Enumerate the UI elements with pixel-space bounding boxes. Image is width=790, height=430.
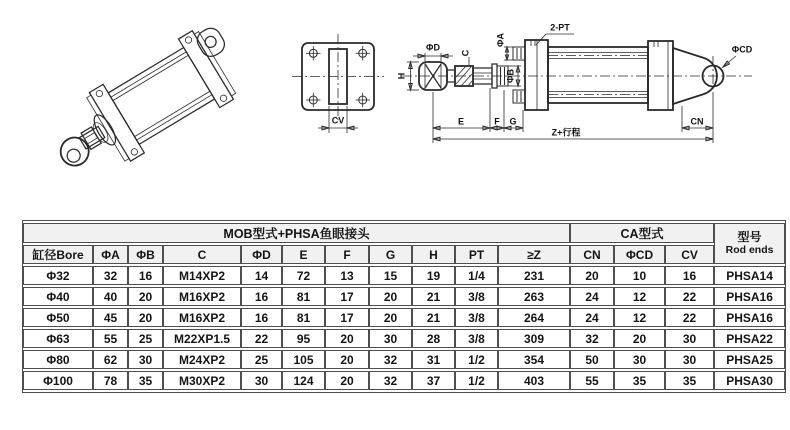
table-cell: 35 <box>128 371 163 390</box>
col-header-z: ≥Z <box>498 245 570 264</box>
table-cell: 32 <box>570 329 614 348</box>
table-cell: PHSA30 <box>714 371 785 390</box>
table-cell: 14 <box>241 266 282 285</box>
table-cell: 124 <box>282 371 325 390</box>
table-cell: 32 <box>369 371 412 390</box>
table-cell: 35 <box>665 371 714 390</box>
table-cell: 263 <box>498 287 570 306</box>
table-cell: 22 <box>665 308 714 327</box>
table-cell: 16 <box>241 308 282 327</box>
col-header-f: F <box>325 245 369 264</box>
col-header-bore: 缸径Bore <box>23 245 93 264</box>
table-cell: 40 <box>93 287 128 306</box>
table-cell: 10 <box>614 266 665 285</box>
spec-table-body <box>23 266 785 390</box>
table-cell: 30 <box>128 350 163 369</box>
table-cell: 95 <box>282 329 325 348</box>
table-cell: 403 <box>498 371 570 390</box>
table-row <box>23 371 785 390</box>
dim-label-phi-b: ΦB <box>505 69 516 83</box>
table-cell: 55 <box>93 329 128 348</box>
table-cell: 21 <box>412 308 455 327</box>
table-cell: 105 <box>282 350 325 369</box>
table-cell: 354 <box>498 350 570 369</box>
table-cell: 35 <box>614 371 665 390</box>
table-cell: 12 <box>614 287 665 306</box>
isometric-view <box>41 19 253 190</box>
col-header-cn: CN <box>570 245 614 264</box>
table-row <box>23 287 785 306</box>
dim-label-phi-d: ΦD <box>426 42 440 53</box>
table-row <box>23 329 785 348</box>
col-header-cd: ΦCD <box>614 245 665 264</box>
table-cell: 20 <box>369 287 412 306</box>
dim-label-2pt: 2-PT <box>550 22 570 33</box>
table-cell: 37 <box>412 371 455 390</box>
dim-label-g: G <box>509 116 517 127</box>
table-cell: 20 <box>614 329 665 348</box>
spec-table <box>23 221 785 392</box>
table-cell: 20 <box>369 308 412 327</box>
table-cell: 22 <box>665 287 714 306</box>
table-cell: 1/2 <box>455 350 498 369</box>
group-header-ca: CA型式 <box>570 223 714 243</box>
table-cell: 1/4 <box>455 266 498 285</box>
cylinder-tube <box>548 47 648 103</box>
table-cell: 231 <box>498 266 570 285</box>
table-cell: PHSA14 <box>714 266 785 285</box>
col-header-b: ΦB <box>128 245 163 264</box>
dim-label-cn: CN <box>690 116 704 127</box>
rear-head <box>648 41 673 110</box>
table-cell: Φ63 <box>23 329 93 348</box>
col-header-c: C <box>163 245 241 264</box>
table-cell: 24 <box>570 308 614 327</box>
table-cell: Φ100 <box>23 371 93 390</box>
table-cell: 16 <box>241 287 282 306</box>
table-cell: M22XP1.5 <box>163 329 241 348</box>
table-cell: M16XP2 <box>163 308 241 327</box>
spec-table-wrapper <box>22 220 786 393</box>
table-row <box>23 266 785 285</box>
table-cell: 20 <box>128 308 163 327</box>
table-cell: 3/8 <box>455 329 498 348</box>
table-cell: PHSA25 <box>714 350 785 369</box>
col-header-g: G <box>369 245 412 264</box>
dim-label-cv: CV <box>331 115 345 126</box>
table-cell: 30 <box>614 350 665 369</box>
table-cell: 13 <box>325 266 369 285</box>
table-cell: 28 <box>412 329 455 348</box>
table-cell: M14XP2 <box>163 266 241 285</box>
col-header-e: E <box>282 245 325 264</box>
table-cell: 12 <box>614 308 665 327</box>
table-cell: 1/2 <box>455 371 498 390</box>
table-cell: 19 <box>412 266 455 285</box>
table-cell: 20 <box>325 371 369 390</box>
table-cell: 15 <box>369 266 412 285</box>
rod-eye-iso <box>55 132 93 170</box>
dim-label-phi-cd: ΦCD <box>731 44 753 55</box>
table-cell: 81 <box>282 287 325 306</box>
table-cell: 3/8 <box>455 287 498 306</box>
table-cell: 50 <box>570 350 614 369</box>
piston-rod <box>447 57 508 88</box>
table-cell: M16XP2 <box>163 287 241 306</box>
table-cell: 309 <box>498 329 570 348</box>
dim-label-z-stroke: Z+行程 <box>551 127 581 138</box>
table-cell: 20 <box>570 266 614 285</box>
col-header-pt: PT <box>455 245 498 264</box>
table-cell: 17 <box>325 308 369 327</box>
table-cell: PHSA22 <box>714 329 785 348</box>
table-cell: 25 <box>128 329 163 348</box>
table-cell: 62 <box>93 350 128 369</box>
table-cell: 25 <box>241 350 282 369</box>
table-cell: 72 <box>282 266 325 285</box>
table-cell: 32 <box>93 266 128 285</box>
table-row <box>23 308 785 327</box>
table-cell: 30 <box>369 329 412 348</box>
table-cell: 17 <box>325 287 369 306</box>
table-cell: 78 <box>93 371 128 390</box>
table-cell: Φ32 <box>23 266 93 285</box>
table-cell: 3/8 <box>455 308 498 327</box>
model-header-line2: Rod ends <box>725 244 774 257</box>
table-cell: 24 <box>570 287 614 306</box>
group-header-mob: MOB型式+PHSA鱼眼接头 <box>23 223 570 243</box>
table-cell: PHSA16 <box>714 308 785 327</box>
table-cell: 21 <box>412 287 455 306</box>
dim-label-h: H <box>396 72 407 80</box>
model-header-line1: 型号 <box>737 229 762 244</box>
table-cell: 30 <box>665 350 714 369</box>
col-header-d: ΦD <box>241 245 282 264</box>
col-header-cv: CV <box>665 245 714 264</box>
table-cell: PHSA16 <box>714 287 785 306</box>
dim-label-phi-a: ΦA <box>495 33 506 47</box>
table-cell: Φ50 <box>23 308 93 327</box>
spec-table-head <box>23 223 785 264</box>
front-head <box>525 40 548 110</box>
table-cell: 31 <box>412 350 455 369</box>
table-cell: 20 <box>128 287 163 306</box>
col-header-a: ΦA <box>93 245 128 264</box>
dim-label-f: F <box>494 116 500 127</box>
table-cell: M30XP2 <box>163 371 241 390</box>
col-header-h: H <box>412 245 455 264</box>
table-cell: 30 <box>665 329 714 348</box>
table-cell: M24XP2 <box>163 350 241 369</box>
header-columns-row <box>23 245 785 264</box>
table-cell: 55 <box>570 371 614 390</box>
table-cell: Φ80 <box>23 350 93 369</box>
table-cell: 30 <box>241 371 282 390</box>
table-cell: 32 <box>369 350 412 369</box>
table-cell: 16 <box>665 266 714 285</box>
table-cell: 264 <box>498 308 570 327</box>
dim-label-e: E <box>457 116 465 127</box>
table-cell: Φ40 <box>23 287 93 306</box>
model-header <box>714 223 785 264</box>
header-group-row <box>23 223 785 243</box>
table-cell: 45 <box>93 308 128 327</box>
dim-label-c: C <box>460 49 471 57</box>
table-cell: 81 <box>282 308 325 327</box>
table-cell: 20 <box>325 350 369 369</box>
table-cell: 16 <box>128 266 163 285</box>
table-cell: 20 <box>325 329 369 348</box>
table-cell: 22 <box>241 329 282 348</box>
table-row <box>23 350 785 369</box>
